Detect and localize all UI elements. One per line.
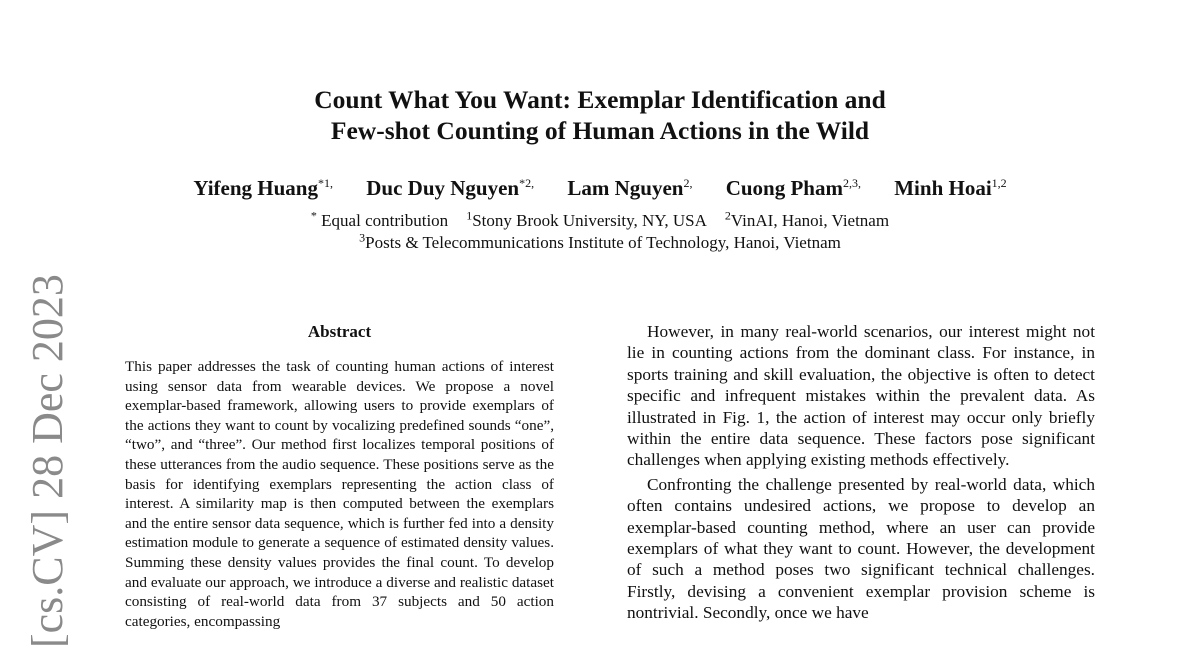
arxiv-stamp-text: [cs.CV] 28 Dec 2023 — [23, 274, 72, 648]
affil-mark: 2 — [724, 208, 731, 223]
affil-equal-contribution: Equal contribution — [316, 211, 449, 230]
intro-column — [627, 321, 1095, 627]
author-list — [0, 174, 1200, 202]
affil-vinai: VinAI, Hanoi, Vietnam — [730, 211, 890, 230]
title-line-1: Count What You Want: Exemplar Identification and — [314, 85, 886, 114]
arxiv-stamp — [18, 274, 78, 648]
abstract-heading: Abstract — [307, 322, 372, 341]
author-3 — [567, 176, 692, 200]
author-affil-marks: 2,3, — [842, 176, 861, 190]
body-paragraph: Confronting the challenge presented by real-world data, which often contains undesired actions, we propose to develop an exemplar-based counting method, where an user can provide exemplars of what they want to count. However, the development of such a method poses two significant technical challenges. Firstly, devising a convenient exemplar provision scheme is nontrivial. Secondly, once we have — [627, 474, 1095, 623]
affiliations-line-2 — [0, 232, 1200, 254]
affil-ptit: Posts & Telecommunications Institute of Technology, Hanoi, Vietnam — [365, 233, 841, 252]
author-4 — [726, 176, 861, 200]
author-5 — [894, 176, 1006, 200]
author-affil-marks: 2, — [683, 176, 693, 190]
author-name: Minh Hoai — [894, 176, 992, 200]
author-affil-marks: *1, — [317, 176, 333, 190]
author-name: Cuong Pham — [725, 176, 843, 200]
affil-stony-brook: Stony Brook University, NY, USA — [472, 211, 707, 230]
paper-title — [0, 84, 1200, 146]
author-affil-marks: 1,2 — [991, 176, 1007, 190]
body-paragraph: However, in many real-world scenarios, our interest might not lie in counting actions from the dominant class. For instance, in sports training and skill evaluation, the objective is often to detect specific and infrequent mistakes within the prevalent data. As illustrated in Fig. 1, the action of interest may occur only briefly within the entire data sequence. These factors pose significant challenges when applying existing methods effectively. — [627, 322, 1095, 470]
author-name: Duc Duy Nguyen — [366, 176, 520, 200]
affil-mark: 3 — [359, 230, 366, 245]
author-affil-marks: *2, — [519, 176, 535, 190]
abstract-text: This paper addresses the task of counting human actions of interest using sensor data from wearable devices. We propose a novel exemplar-based framework, allowing users to provide exemplars of the actions they want to count by vocalizing predefined sounds “one”, “two”, and “three”. Our method first localizes temporal positions of these utterances from the audio sequence. These positions serve as the basis for identifying exemplars representing the action class of interest. A similarity map is then computed between the exemplars and the entire sensor data sequence, which is further fed into a density estimation module to generate a sequence of estimated density values. Summing these density values provides the final count. To develop and evaluate our approach, we introduce a diverse and realistic dataset consisting of real-world data from 37 subjects and 50 action categories, encompassing — [125, 358, 554, 630]
author-2 — [366, 176, 534, 200]
affil-mark: 1 — [466, 208, 473, 223]
author-name: Lam Nguyen — [567, 176, 684, 200]
title-line-2: Few-shot Counting of Human Actions in the Wild — [330, 116, 870, 145]
author-name: Yifeng Huang — [193, 176, 318, 200]
affil-mark: * — [310, 208, 317, 223]
affiliations-line-1 — [0, 210, 1200, 232]
author-1 — [193, 176, 333, 200]
